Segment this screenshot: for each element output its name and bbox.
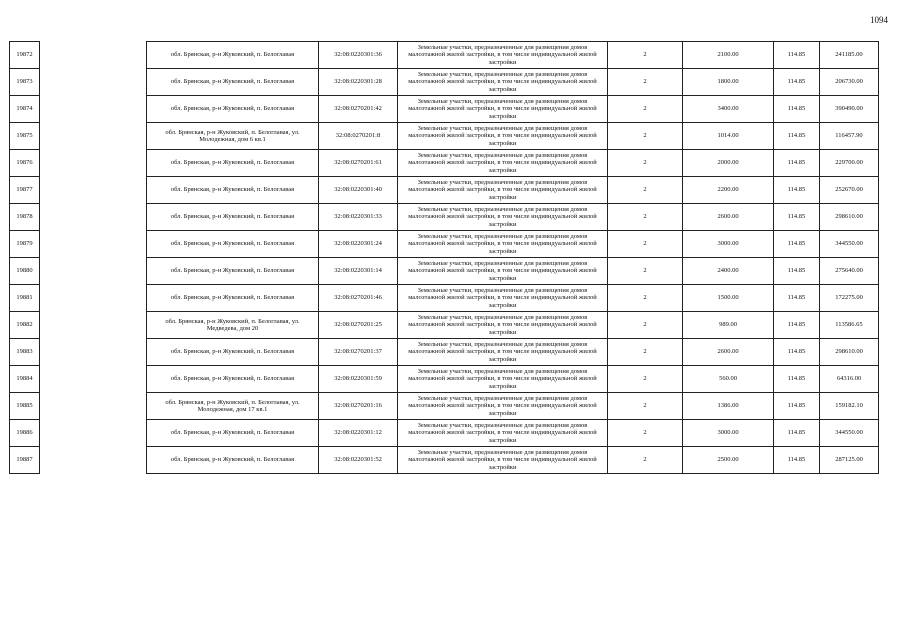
specific-value-cell: 114.85: [774, 150, 820, 177]
table-row: [10, 285, 879, 312]
spacer-cell: [40, 366, 147, 393]
cadastral-number-cell: 32:08:0220301:52: [319, 447, 398, 474]
page-number: 1094: [870, 15, 888, 25]
spacer-cell: [40, 204, 147, 231]
address-cell: обл. Брянская, р-н Жуковский, п. Белоглавая: [147, 96, 319, 123]
cadastral-number-cell: 32:08:0220301:36: [319, 42, 398, 69]
table-body: [10, 42, 879, 474]
table-row: [10, 177, 879, 204]
table-row: [10, 96, 879, 123]
area-cell: 2200.00: [683, 177, 774, 204]
land-purpose-cell: Земельные участки, предназначенные для размещения домов малоэтажной жилой застройки, в том числе индивидуальной жилой застройки: [398, 96, 608, 123]
spacer-cell: [40, 96, 147, 123]
spacer-cell: [40, 393, 147, 420]
group-number-cell: 2: [608, 204, 683, 231]
table-row: [10, 231, 879, 258]
area-cell: 2400.00: [683, 258, 774, 285]
address-cell: обл. Брянская, р-н Жуковский, п. Белоглавая: [147, 420, 319, 447]
spacer-cell: [40, 420, 147, 447]
address-cell: обл. Брянская, р-н Жуковский, п. Белоглавая, ул. Медведева, дом 20: [147, 312, 319, 339]
row-number-cell: 19877: [10, 177, 40, 204]
specific-value-cell: 114.85: [774, 204, 820, 231]
row-number-cell: 19873: [10, 69, 40, 96]
address-cell: обл. Брянская, р-н Жуковский, п. Белоглавая: [147, 150, 319, 177]
spacer-cell: [40, 42, 147, 69]
specific-value-cell: 114.85: [774, 285, 820, 312]
land-purpose-cell: Земельные участки, предназначенные для размещения домов малоэтажной жилой застройки, в том числе индивидуальной жилой застройки: [398, 312, 608, 339]
spacer-cell: [40, 150, 147, 177]
table-row: [10, 204, 879, 231]
area-cell: 2600.00: [683, 339, 774, 366]
area-cell: 1014.00: [683, 123, 774, 150]
land-purpose-cell: Земельные участки, предназначенные для размещения домов малоэтажной жилой застройки, в том числе индивидуальной жилой застройки: [398, 42, 608, 69]
area-cell: 3000.00: [683, 420, 774, 447]
address-cell: обл. Брянская, р-н Жуковский, п. Белоглавая: [147, 258, 319, 285]
area-cell: 2100.00: [683, 42, 774, 69]
table-row: [10, 123, 879, 150]
table-row: [10, 150, 879, 177]
group-number-cell: 2: [608, 393, 683, 420]
cadastral-value-cell: 287125.00: [820, 447, 879, 474]
cadastral-value-cell: 275640.00: [820, 258, 879, 285]
cadastral-value-cell: 390490.00: [820, 96, 879, 123]
row-number-cell: 19875: [10, 123, 40, 150]
spacer-cell: [40, 123, 147, 150]
cadastral-value-cell: 344550.00: [820, 420, 879, 447]
address-cell: обл. Брянская, р-н Жуковский, п. Белоглавая: [147, 231, 319, 258]
specific-value-cell: 114.85: [774, 177, 820, 204]
cadastral-number-cell: 32:08:0270201:42: [319, 96, 398, 123]
spacer-cell: [40, 231, 147, 258]
specific-value-cell: 114.85: [774, 312, 820, 339]
cadastral-value-cell: 113586.65: [820, 312, 879, 339]
land-purpose-cell: Земельные участки, предназначенные для размещения домов малоэтажной жилой застройки, в том числе индивидуальной жилой застройки: [398, 231, 608, 258]
table-row: [10, 339, 879, 366]
spacer-cell: [40, 177, 147, 204]
cadastral-number-cell: 32:08:0270201:8: [319, 123, 398, 150]
spacer-cell: [40, 447, 147, 474]
cadastral-number-cell: 32:08:0270201:61: [319, 150, 398, 177]
land-purpose-cell: Земельные участки, предназначенные для размещения домов малоэтажной жилой застройки, в том числе индивидуальной жилой застройки: [398, 177, 608, 204]
row-number-cell: 19887: [10, 447, 40, 474]
row-number-cell: 19883: [10, 339, 40, 366]
spacer-cell: [40, 69, 147, 96]
group-number-cell: 2: [608, 258, 683, 285]
land-purpose-cell: Земельные участки, предназначенные для размещения домов малоэтажной жилой застройки, в том числе индивидуальной жилой застройки: [398, 366, 608, 393]
cadastral-number-cell: 32:08:0220301:14: [319, 258, 398, 285]
cadastral-number-cell: 32:08:0220301:28: [319, 69, 398, 96]
group-number-cell: 2: [608, 96, 683, 123]
specific-value-cell: 114.85: [774, 447, 820, 474]
row-number-cell: 19885: [10, 393, 40, 420]
group-number-cell: 2: [608, 339, 683, 366]
cadastral-number-cell: 32:08:0220301:33: [319, 204, 398, 231]
group-number-cell: 2: [608, 231, 683, 258]
land-purpose-cell: Земельные участки, предназначенные для размещения домов малоэтажной жилой застройки, в том числе индивидуальной жилой застройки: [398, 258, 608, 285]
area-cell: 3000.00: [683, 231, 774, 258]
table-row: [10, 42, 879, 69]
area-cell: 989.00: [683, 312, 774, 339]
cadastral-number-cell: 32:08:0220301:40: [319, 177, 398, 204]
land-purpose-cell: Земельные участки, предназначенные для размещения домов малоэтажной жилой застройки, в том числе индивидуальной жилой застройки: [398, 339, 608, 366]
spacer-cell: [40, 258, 147, 285]
specific-value-cell: 114.85: [774, 420, 820, 447]
row-number-cell: 19872: [10, 42, 40, 69]
address-cell: обл. Брянская, р-н Жуковский, п. Белоглавая: [147, 69, 319, 96]
area-cell: 3400.00: [683, 96, 774, 123]
group-number-cell: 2: [608, 447, 683, 474]
address-cell: обл. Брянская, р-н Жуковский, п. Белоглавая, ул. Молодежная, дом 17 кв.1: [147, 393, 319, 420]
group-number-cell: 2: [608, 366, 683, 393]
specific-value-cell: 114.85: [774, 96, 820, 123]
group-number-cell: 2: [608, 285, 683, 312]
cadastral-value-cell: 344550.00: [820, 231, 879, 258]
cadastral-number-cell: 32:08:0220301:59: [319, 366, 398, 393]
land-purpose-cell: Земельные участки, предназначенные для размещения домов малоэтажной жилой застройки, в том числе индивидуальной жилой застройки: [398, 69, 608, 96]
area-cell: 1500.00: [683, 285, 774, 312]
row-number-cell: 19874: [10, 96, 40, 123]
cadastral-value-cell: 172275.00: [820, 285, 879, 312]
group-number-cell: 2: [608, 150, 683, 177]
row-number-cell: 19886: [10, 420, 40, 447]
address-cell: обл. Брянская, р-н Жуковский, п. Белоглавая: [147, 285, 319, 312]
specific-value-cell: 114.85: [774, 339, 820, 366]
row-number-cell: 19882: [10, 312, 40, 339]
table-row: [10, 393, 879, 420]
cadastral-value-cell: 64316.00: [820, 366, 879, 393]
table-row: [10, 258, 879, 285]
cadastral-value-cell: 206730.00: [820, 69, 879, 96]
table-row: [10, 420, 879, 447]
row-number-cell: 19878: [10, 204, 40, 231]
row-number-cell: 19884: [10, 366, 40, 393]
address-cell: обл. Брянская, р-н Жуковский, п. Белоглавая: [147, 177, 319, 204]
group-number-cell: 2: [608, 420, 683, 447]
cadastral-number-cell: 32:08:0270201:25: [319, 312, 398, 339]
address-cell: обл. Брянская, р-н Жуковский, п. Белоглавая: [147, 339, 319, 366]
land-purpose-cell: Земельные участки, предназначенные для размещения домов малоэтажной жилой застройки, в том числе индивидуальной жилой застройки: [398, 420, 608, 447]
row-number-cell: 19876: [10, 150, 40, 177]
area-cell: 2000.00: [683, 150, 774, 177]
specific-value-cell: 114.85: [774, 366, 820, 393]
land-purpose-cell: Земельные участки, предназначенные для размещения домов малоэтажной жилой застройки, в том числе индивидуальной жилой застройки: [398, 204, 608, 231]
cadastral-number-cell: 32:08:0270201:16: [319, 393, 398, 420]
cadastral-value-cell: 298610.00: [820, 204, 879, 231]
spacer-cell: [40, 312, 147, 339]
specific-value-cell: 114.85: [774, 231, 820, 258]
cadastral-value-table: [9, 41, 879, 474]
group-number-cell: 2: [608, 177, 683, 204]
address-cell: обл. Брянская, р-н Жуковский, п. Белоглавая: [147, 447, 319, 474]
table-row: [10, 69, 879, 96]
specific-value-cell: 114.85: [774, 69, 820, 96]
cadastral-value-cell: 298610.00: [820, 339, 879, 366]
land-purpose-cell: Земельные участки, предназначенные для размещения домов малоэтажной жилой застройки, в том числе индивидуальной жилой застройки: [398, 150, 608, 177]
group-number-cell: 2: [608, 69, 683, 96]
address-cell: обл. Брянская, р-н Жуковский, п. Белоглавая, ул. Молодежная, дом 6 кв.1: [147, 123, 319, 150]
cadastral-number-cell: 32:08:0270201:46: [319, 285, 398, 312]
table-row: [10, 366, 879, 393]
table-row: [10, 312, 879, 339]
land-purpose-cell: Земельные участки, предназначенные для размещения домов малоэтажной жилой застройки, в том числе индивидуальной жилой застройки: [398, 447, 608, 474]
land-purpose-cell: Земельные участки, предназначенные для размещения домов малоэтажной жилой застройки, в том числе индивидуальной жилой застройки: [398, 123, 608, 150]
specific-value-cell: 114.85: [774, 258, 820, 285]
spacer-cell: [40, 285, 147, 312]
cadastral-value-cell: 229700.00: [820, 150, 879, 177]
cadastral-value-cell: 116457.90: [820, 123, 879, 150]
cadastral-value-cell: 241185.00: [820, 42, 879, 69]
area-cell: 2600.00: [683, 204, 774, 231]
land-purpose-cell: Земельные участки, предназначенные для размещения домов малоэтажной жилой застройки, в том числе индивидуальной жилой застройки: [398, 393, 608, 420]
address-cell: обл. Брянская, р-н Жуковский, п. Белоглавая: [147, 366, 319, 393]
cadastral-number-cell: 32:08:0270201:37: [319, 339, 398, 366]
area-cell: 2500.00: [683, 447, 774, 474]
cadastral-number-cell: 32:08:0220301:12: [319, 420, 398, 447]
area-cell: 1386.00: [683, 393, 774, 420]
cadastral-value-cell: 159182.10: [820, 393, 879, 420]
cadastral-number-cell: 32:08:0220301:24: [319, 231, 398, 258]
spacer-cell: [40, 339, 147, 366]
group-number-cell: 2: [608, 42, 683, 69]
land-purpose-cell: Земельные участки, предназначенные для размещения домов малоэтажной жилой застройки, в том числе индивидуальной жилой застройки: [398, 285, 608, 312]
specific-value-cell: 114.85: [774, 123, 820, 150]
address-cell: обл. Брянская, р-н Жуковский, п. Белоглавая: [147, 204, 319, 231]
group-number-cell: 2: [608, 312, 683, 339]
specific-value-cell: 114.85: [774, 393, 820, 420]
row-number-cell: 19881: [10, 285, 40, 312]
address-cell: обл. Брянская, р-н Жуковский, п. Белоглавая: [147, 42, 319, 69]
cadastral-value-cell: 252670.00: [820, 177, 879, 204]
row-number-cell: 19879: [10, 231, 40, 258]
specific-value-cell: 114.85: [774, 42, 820, 69]
table-row: [10, 447, 879, 474]
area-cell: 560.00: [683, 366, 774, 393]
row-number-cell: 19880: [10, 258, 40, 285]
area-cell: 1800.00: [683, 69, 774, 96]
group-number-cell: 2: [608, 123, 683, 150]
